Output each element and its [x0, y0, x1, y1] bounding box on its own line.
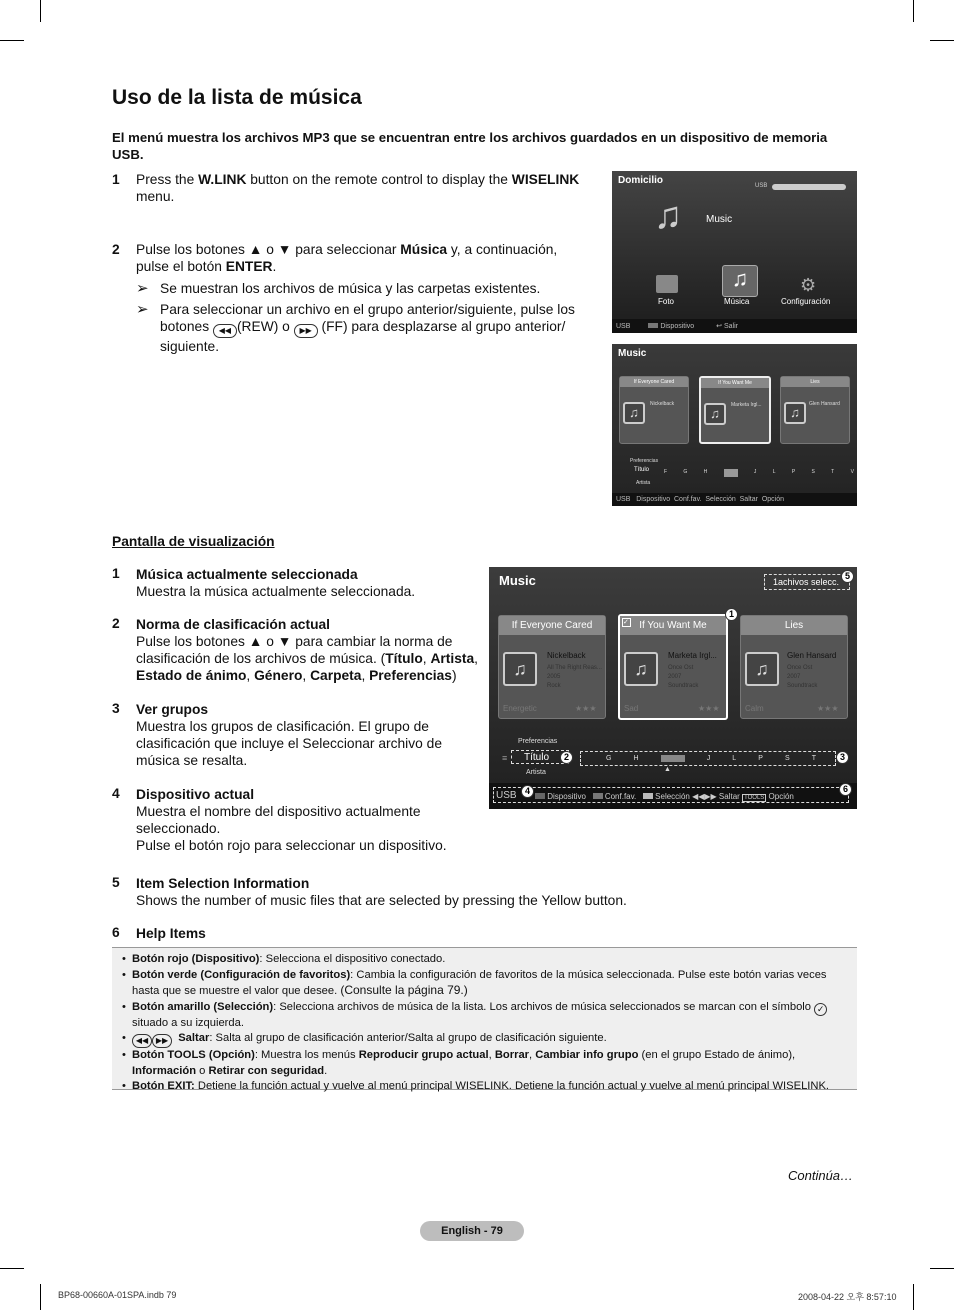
crop-mark: [913, 0, 914, 22]
note-2: Para seleccionar un archivo en el grupo anterior/siguiente, pulse los botones ◀◀ (REW) o ▶▶ (FF) para desplazarse al grupo anterior/ siguiente.: [160, 302, 575, 354]
help-item-red: • Botón rojo (Dispositivo): Selecciona el dispositivo conectado.: [122, 952, 847, 968]
wiselink-home-screen: Domicilio USB ♫ Music ♫ ⚙ Foto Música Configuración USB Dispositivo ↩ Salir: [612, 171, 857, 333]
exit-icon: ↩: [716, 323, 722, 330]
crop-mark: [40, 1284, 41, 1310]
item-number: 3: [112, 701, 120, 716]
rating-stars: ★★★: [698, 704, 720, 713]
help-bar-items: Dispositivo Conf.fav. Selección ◀◀▶▶ Saltar TOOLS Opción: [535, 792, 794, 801]
music-card[interactable]: Lies ♫ Glen Hansard: [780, 376, 850, 444]
music-icon[interactable]: ♫: [722, 265, 758, 297]
pointer-up-icon: ▲: [664, 766, 671, 773]
red-button-icon: [648, 323, 658, 328]
item-number: 6: [112, 925, 120, 940]
callout-4: 4: [521, 785, 534, 798]
step-number: 2: [112, 242, 120, 257]
intro-text: El menú muestra los archivos MP3 que se encuentran entre los archivos guardados en un dispositivo de memoria USB.: [112, 130, 828, 162]
item-1: Música actualmente seleccionada Muestra la música actualmente seleccionada.: [136, 567, 416, 599]
music-card-selected[interactable]: If You Want Me ♫ Marketa Irgl...: [699, 376, 771, 444]
menu-musica[interactable]: Música: [724, 297, 750, 306]
music-note-icon: ♫: [745, 652, 779, 686]
continua-text: Continúa…: [788, 1168, 854, 1183]
green-button-icon: [593, 793, 603, 799]
callout-1: 1: [725, 608, 738, 621]
check-circle-icon: ✓: [814, 1003, 827, 1016]
yellow-button-icon: [643, 793, 653, 799]
music-list-screen-large: Music 1achivos selecc. 5 If Everyone Cared ♫ Nickelback All The Right Reas... 2005 Rock Energetic ★★★ If You Want Me ✓ ♫ Marketa Irgl... Once Ost 2007 Soundtrack Sad ★★★ 1 Lies ♫ Glen Hansard Once Ost 2007 Soundtrack Calm ★★★ Preferencias ≡ Título 2 Artista G H I J L P S T ▲ 3 USB 4 Dispositivo Conf.fav. Selección ◀◀▶▶ Saltar TOOLS Opción 6: [489, 567, 857, 809]
item-5: Item Selection Information Shows the number of music files that are selected by pressing the Yellow button.: [136, 876, 627, 908]
music-list-screen-small: Music If Everyone Cared ♫ Nickelback If You Want Me ♫ Marketa Irgl... Lies ♫ Glen Hansard Preferencias Título Artista F G H J L P S T V USB Dispositivo Conf.fav. Selección Saltar Opción: [612, 344, 857, 506]
music-note-icon: ♫: [623, 402, 645, 424]
rew-icon: ◀◀: [132, 1034, 152, 1048]
step-1-text: Press the W.LINK button on the remote control to display the WISELINK menu.: [136, 172, 580, 204]
music-card[interactable]: If Everyone Cared ♫ Nickelback: [619, 376, 689, 444]
music-note-icon: ♫: [704, 403, 726, 425]
crop-mark: [0, 40, 24, 41]
group-letters: F G H J L P S T V: [664, 469, 854, 475]
arrow-icon: ➢: [136, 280, 149, 297]
callout-6: 6: [839, 783, 852, 796]
checkmark-icon: ✓: [622, 618, 631, 627]
screen-bottom-bar: USB Dispositivo ↩ Salir: [612, 319, 857, 333]
gear-icon: ⚙: [800, 275, 817, 295]
rating-stars: ★★★: [575, 704, 597, 713]
crop-mark: [0, 1268, 24, 1269]
help-item-exit: • Botón EXIT: Detiene la función actual y vuelve al menú principal WISELINK. Detiene la función actual y vuelve al menú principal WISELINK.: [122, 1079, 847, 1095]
item-6: Help Items: [136, 926, 206, 941]
item-4: Dispositivo actual Muestra el nombre del dispositivo actualmente seleccionado. Pulse el botón rojo para seleccionar un dispositivo.: [136, 787, 447, 853]
date-info: 2008-04-22 오후 8:57:10: [798, 1292, 897, 1302]
callout-5: 5: [841, 570, 854, 583]
section-title: Pantalla de visualización: [112, 534, 275, 549]
crop-mark: [913, 1284, 914, 1310]
music-card[interactable]: If Everyone Cared ♫ Nickelback All The Right Reas... 2005 Rock Energetic ★★★: [498, 615, 606, 719]
music-note-icon: ♫: [503, 652, 537, 686]
rew-icon: ◀◀: [213, 324, 237, 338]
step-number: 1: [112, 172, 120, 187]
help-item-skip: • ◀◀ ▶▶ Saltar: Salta al grupo de clasificación anterior/Salta al grupo de clasificación siguiente.: [122, 1031, 847, 1048]
music-card-selected[interactable]: If You Want Me ✓ ♫ Marketa Irgl... Once Ost 2007 Soundtrack Sad ★★★: [618, 614, 728, 720]
arrow-icon: ➢: [136, 301, 149, 318]
item-number: 1: [112, 566, 120, 581]
page-title: Uso de la lista de música: [112, 86, 362, 109]
item-number: 2: [112, 616, 120, 631]
usb-capacity-bar: [772, 184, 846, 190]
step-2-text: Pulse los botones ▲ o ▼ para seleccionar Música y, a continuación, pulse el botón ENTER.: [136, 242, 558, 274]
red-button-icon: [535, 793, 545, 799]
menu-configuracion[interactable]: Configuración: [781, 297, 831, 306]
ff-icon: ▶▶: [294, 324, 318, 338]
crop-mark: [930, 1268, 954, 1269]
scroll-handle-icon: ≡: [502, 753, 508, 763]
callout-2: 2: [560, 751, 573, 764]
menu-foto[interactable]: Foto: [658, 297, 675, 306]
item-number: 4: [112, 786, 120, 801]
file-info: BP68-00660A-01SPA.indb 79: [58, 1290, 177, 1300]
item-number: 5: [112, 875, 120, 890]
help-item-green: • Botón verde (Configuración de favoritos): Cambia la configuración de favoritos de la música seleccionada. Pulse este botón varias veces hasta que se muestre el valor que desee. (Consulte la página 79.): [122, 968, 847, 1000]
help-item-yellow: • Botón amarillo (Selección): Selecciona archivos de música de la lista. Los archivos de música seleccionados se marcan con el símbolo ✓ situado a su izquierda.: [122, 1000, 847, 1032]
rating-stars: ★★★: [817, 704, 839, 713]
music-note-icon: ♫: [624, 652, 658, 686]
note-1: Se muestran los archivos de música y las carpetas existentes.: [160, 281, 541, 296]
screen-bottom-bar: USB Dispositivo Conf.fav. Selección Saltar Opción: [612, 493, 857, 506]
ff-icon: ▶▶: [152, 1034, 172, 1048]
music-note-icon: ♫: [784, 402, 806, 424]
crop-mark: [40, 0, 41, 22]
help-item-tools: • Botón TOOLS (Opción): Muestra los menús Reproducir grupo actual, Borrar, Cambiar info grupo (en el grupo Estado de ánimo), Información o Retirar con seguridad.: [122, 1048, 847, 1079]
headphones-icon: ♫: [653, 195, 683, 237]
item-3: Ver grupos Muestra los grupos de clasificación. El grupo de clasificación que incluye el Seleccionar archivo de música se resalta.: [136, 702, 442, 768]
music-card[interactable]: Lies ♫ Glen Hansard Once Ost 2007 Soundtrack Calm ★★★: [740, 615, 848, 719]
help-items-list: [112, 947, 857, 1090]
group-letters: G H I J L P S T: [606, 755, 816, 762]
crop-mark: [930, 40, 954, 41]
skip-icon: ◀◀▶▶: [692, 792, 717, 801]
current-device: USB: [496, 790, 517, 801]
page-number: English - 79: [420, 1221, 524, 1241]
sort-rule-titulo[interactable]: Título: [634, 467, 650, 473]
item-2: Norma de clasificación actual Pulse los botones ▲ o ▼ para cambiar la norma de clasificación de los archivos de música. (Título, Artista, Estado de ánimo, Género, Carpeta, Preferencias): [136, 617, 478, 683]
photo-icon: [656, 275, 678, 293]
callout-3: 3: [836, 751, 849, 764]
sort-rule-titulo[interactable]: Título: [524, 752, 550, 763]
